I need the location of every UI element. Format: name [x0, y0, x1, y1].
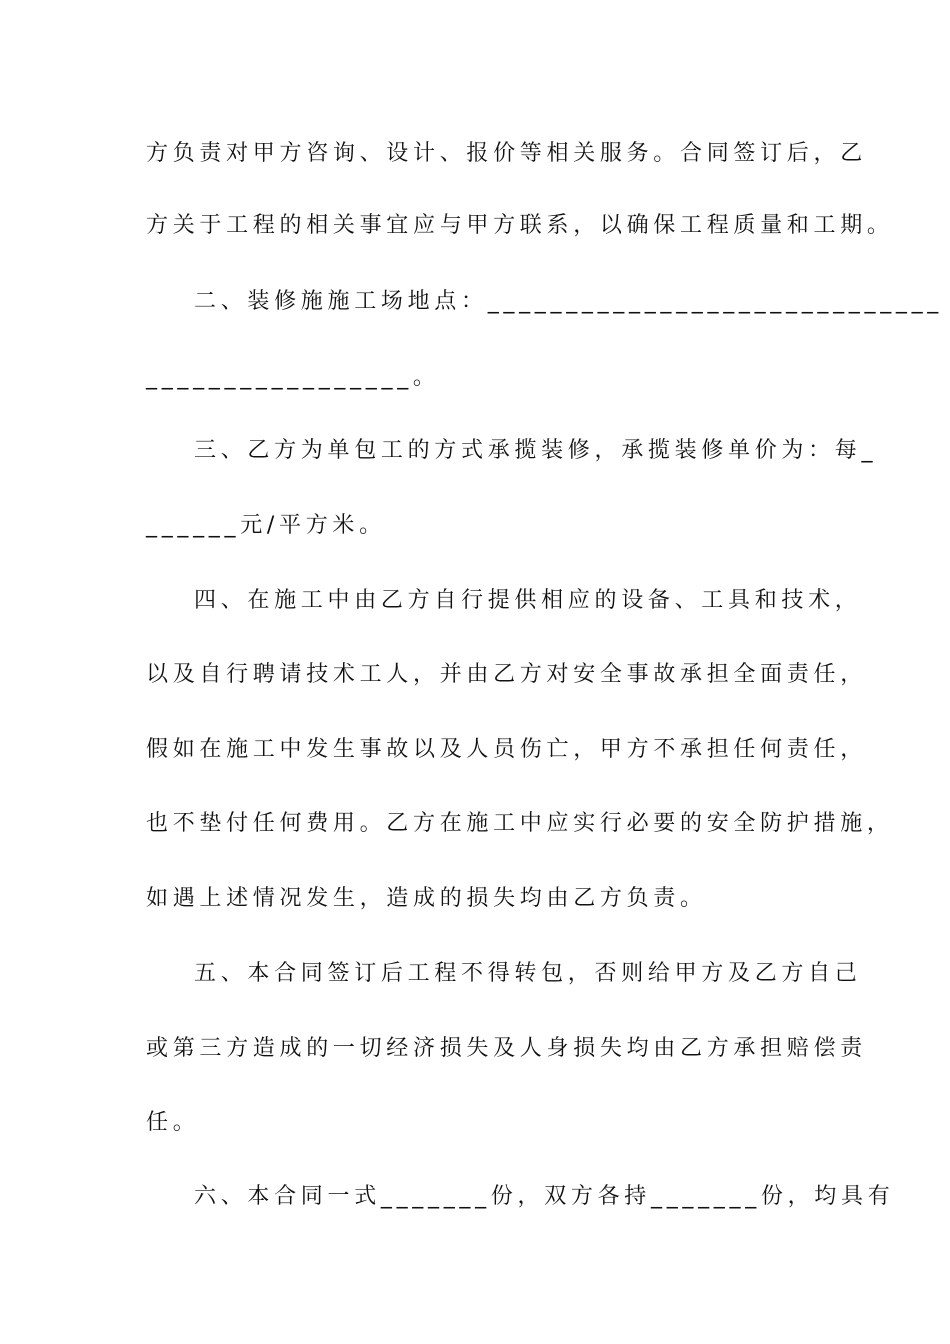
- text-line-1: 方负责对甲方咨询、设计、报价等相关服务。合同签订后，乙: [146, 141, 867, 166]
- text-line-4c: 假如在施工中发生事故以及人员伤亡，甲方不承担任何责任，: [146, 737, 867, 762]
- clause-5-no-subcontract: 五、本合同签订后工程不得转包，否则给甲方及乙方自己: [194, 961, 862, 986]
- text-line-price-unit: ______元/平方米。: [146, 513, 386, 538]
- clause-3-unit-price: 三、乙方为单包工的方式承揽装修，承揽装修单价为：每_: [194, 438, 878, 463]
- text-line-4d: 也不垫付任何费用。乙方在施工中应实行必要的安全防护措施，: [146, 811, 894, 836]
- text-line-2: 方关于工程的相关事宜应与甲方联系，以确保工程质量和工期。: [146, 213, 894, 238]
- text-line-5b: 或第三方造成的一切经济损失及人身损失均由乙方承担赔偿责: [146, 1036, 867, 1061]
- text-line-5c: 任。: [146, 1110, 200, 1135]
- clause-4-safety: 四、在施工中由乙方自行提供相应的设备、工具和技术，: [194, 588, 862, 613]
- text-line-4e: 如遇上述情况发生，造成的损失均由乙方负责。: [146, 886, 707, 911]
- text-line-4b: 以及自行聘请技术工人，并由乙方对安全事故承担全面责任，: [146, 662, 867, 687]
- text-line-blank-continuation: _________________。: [146, 365, 440, 390]
- clause-2-site-location: 二、装修施施工场地点：_____________________________: [194, 289, 944, 314]
- clause-6-copies: 六、本合同一式_______份，双方各持_______份，均具有: [194, 1184, 895, 1209]
